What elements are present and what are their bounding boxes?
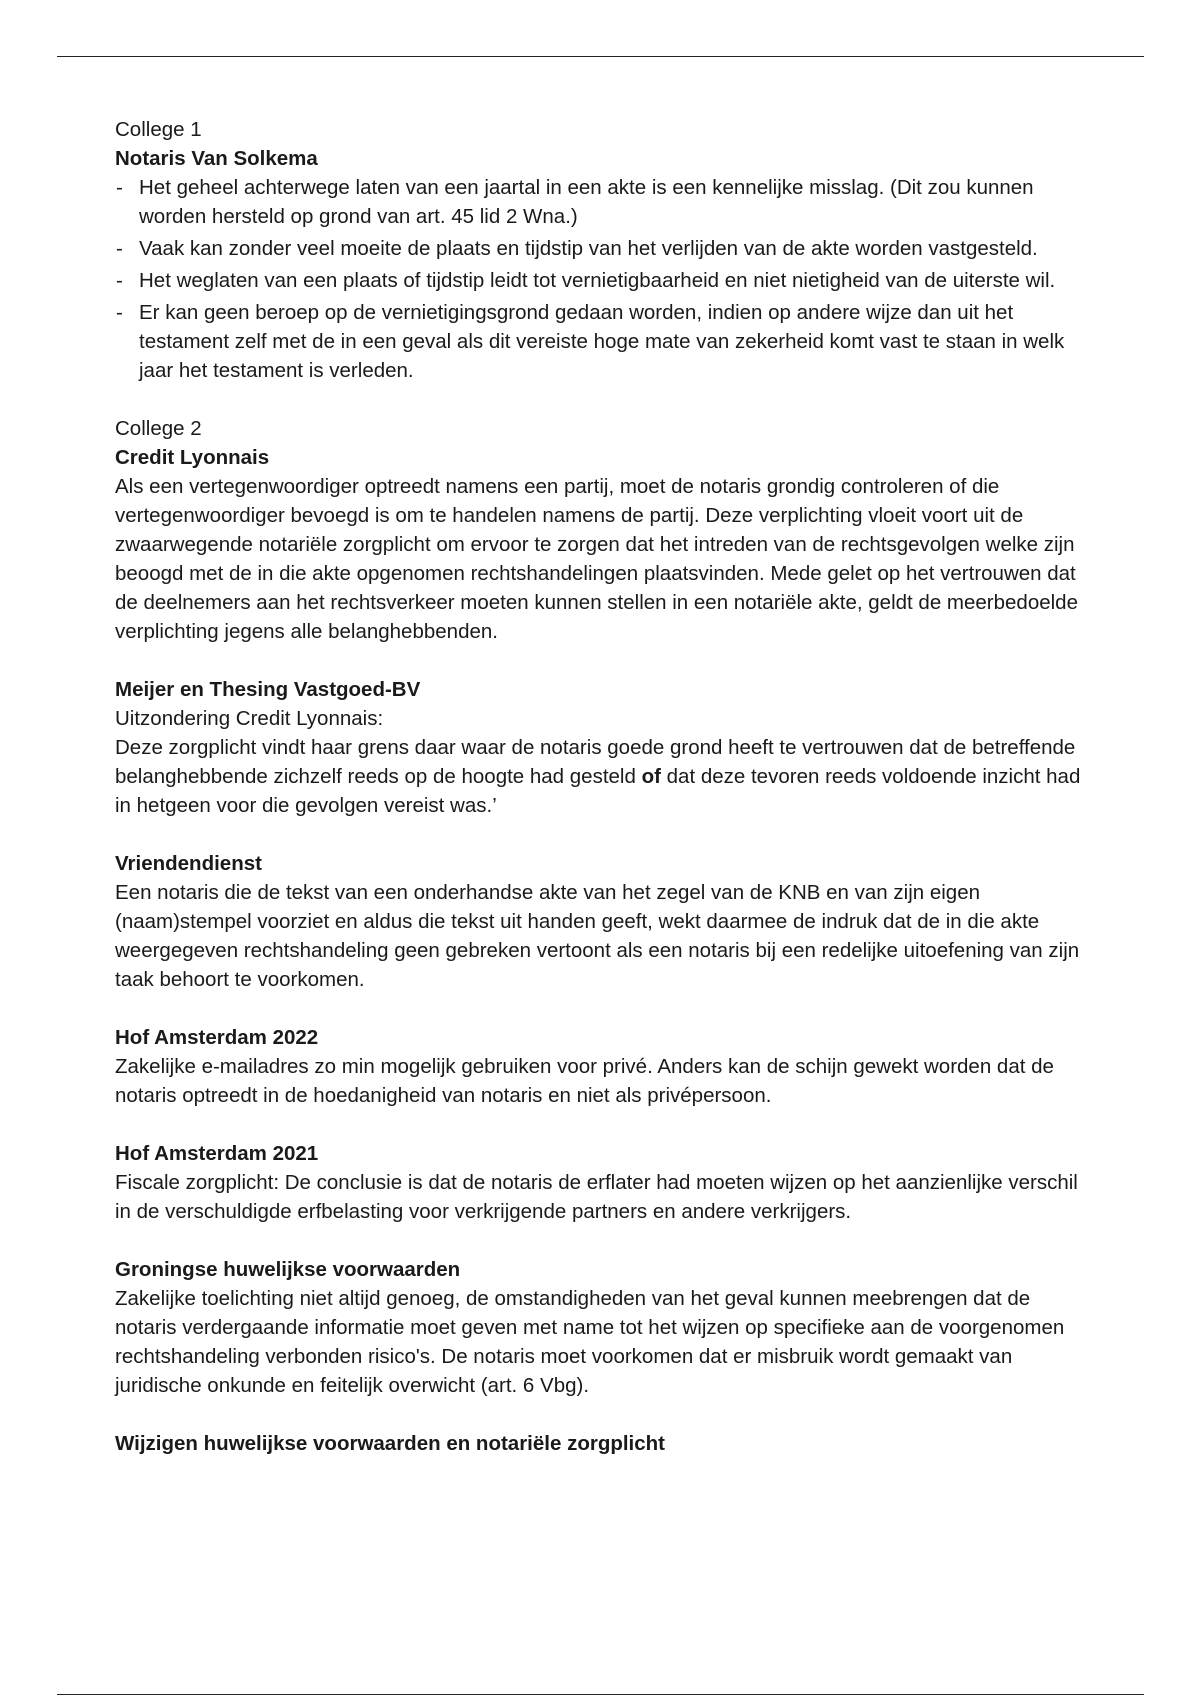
case-heading: Credit Lyonnais [115,446,270,469]
section-hof-amsterdam-2021 [115,1139,1095,1226]
case-heading: Meijer en Thesing Vastgoed-BV [115,678,421,701]
section-wijzigen [115,1429,1095,1458]
case-body: Zakelijke toelichting niet altijd genoeg, de omstandigheden van het geval kunnen meebrengen dat de notaris verdergaande informatie moet geven met name tot het wijzen op specifieke aan de voorgenomen rechtshandeling verbonden risico's. De notaris moet voorkomen dat er misbruik wordt gemaakt van juridische onkunde en feitelijk overwicht (art. 6 Vbg). [115,1287,1065,1397]
case-body: Een notaris die de tekst van een onderhandse akte van het zegel van de KNB en van zijn eigen (naam)stempel voorziet en aldus die tekst uit handen geeft, wekt daarmee de indruk dat de in die akte weergegeven rechtshandeling geen gebreken vertoont als een notaris bij een redelijke uitoefening van zijn taak behoort te voorkomen. [115,881,1080,991]
section-meijer-thesing [115,675,1095,820]
list-item: - Het geheel achterwege laten van een jaartal in een akte is een kennelijke misslag. (Dit zou kunnen worden hersteld op grond van art. 45 lid 2 Wna.) [115,173,1095,231]
case-body: Fiscale zorgplicht: De conclusie is dat de notaris de erflater had moeten wijzen op het aanzienlijke verschil in de verschuldigde erfbelasting voor verkrijgende partners en andere verkrijgers. [115,1171,1078,1223]
section-vriendendienst [115,849,1095,994]
case-heading: Wijzigen huwelijkse voorwaarden en notariële zorgplicht [115,1432,666,1455]
case-heading: Groningse huwelijkse voorwaarden [115,1258,461,1281]
case-heading: Notaris Van Solkema [115,147,318,170]
case-heading: Hof Amsterdam 2021 [115,1142,319,1165]
bullet-list [115,173,1095,385]
top-rule [57,56,1144,57]
section-credit-lyonnais [115,414,1095,646]
bottom-rule [57,1694,1144,1695]
case-heading: Vriendendienst [115,852,262,875]
body-text: dat deze tevoren reeds voldoende inzicht had in hetgeen voor die gevolgen vereist was.’ [115,765,1081,817]
list-item: - Vaak kan zonder veel moeite de plaats en tijdstip van het verlijden van de akte worden vastgesteld. [115,234,1095,263]
body-text: Deze zorgplicht vindt haar grens daar waar de notaris goede grond heeft te vertrouwen dat de betreffende belanghebbende zichzelf reeds op de hoogte had gesteld [115,736,1076,788]
document-body [115,115,1095,1487]
body-emphasis: of [641,765,661,788]
college-label: College 1 [115,118,202,141]
list-item: - Er kan geen beroep op de vernietigingsgrond gedaan worden, indien op andere wijze dan uit het testament zelf met de in een geval als dit vereiste hoge mate van zekerheid komt vast te staan in welk jaar het testament is verleden. [115,298,1095,385]
section-van-solkema [115,115,1095,385]
case-subline: Uitzondering Credit Lyonnais: [115,707,384,730]
case-body: Zakelijke e-mailadres zo min mogelijk gebruiken voor privé. Anders kan de schijn gewekt worden dat de notaris optreedt in de hoedanigheid van notaris en niet als privépersoon. [115,1055,1054,1107]
list-item: - Het weglaten van een plaats of tijdstip leidt tot vernietigbaarheid en niet nietigheid van de uiterste wil. [115,266,1095,295]
case-body: Als een vertegenwoordiger optreedt namens een partij, moet de notaris grondig controleren of die vertegenwoordiger bevoegd is om te handelen namens de partij. Deze verplichting vloeit voort uit de zwaarwegende notariële zorgplicht om ervoor te zorgen dat het intreden van de rechtsgevolgen welke zijn beoogd met de in die akte opgenomen rechtshandelingen plaatsvinden. Mede gelet op het vertrouwen dat de deelnemers aan het rechtsverkeer moeten kunnen stellen in een notariële akte, geldt de meerbedoelde verplichting jegens alle belanghebbenden. [115,475,1078,643]
section-hof-amsterdam-2022 [115,1023,1095,1110]
college-label: College 2 [115,417,202,440]
case-heading: Hof Amsterdam 2022 [115,1026,319,1049]
section-groningse [115,1255,1095,1400]
case-body [115,733,1095,820]
